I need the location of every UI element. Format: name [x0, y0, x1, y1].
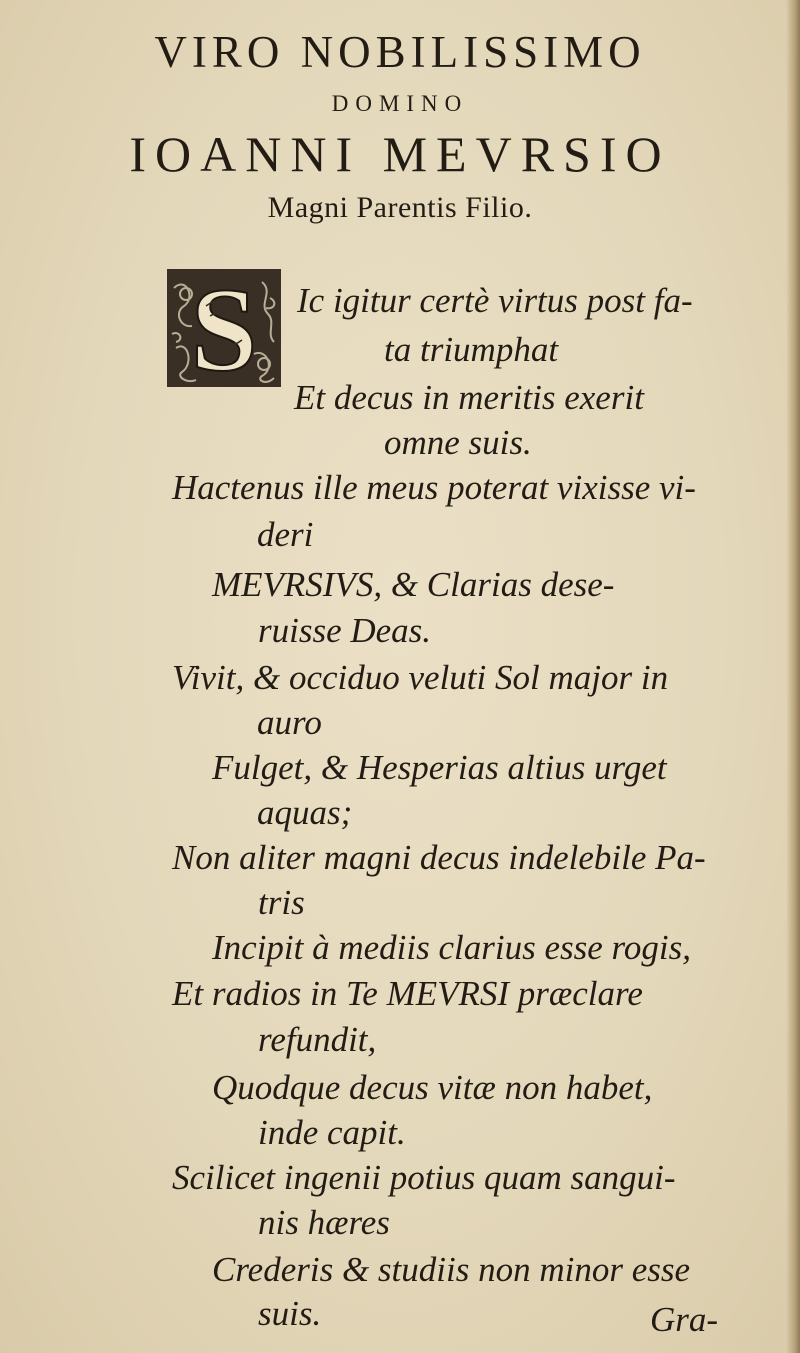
poem-line: ta triumphat — [384, 330, 559, 369]
poem-line: Scilicet ingenii potius quam sangui- — [172, 1158, 676, 1197]
poem-line: Hactenus ille meus poterat vixisse vi- — [172, 468, 696, 507]
poem-line: refundit, — [258, 1020, 377, 1059]
poem-line: auro — [257, 703, 322, 742]
svg-text:S: S — [190, 268, 258, 388]
catchword: Gra- — [650, 1300, 719, 1339]
poem-line: tris — [258, 883, 305, 922]
dedicatee-name: IOANNI MEVRSIO — [129, 126, 671, 182]
poem-line: Ic igitur certè virtus post fa- — [297, 281, 693, 320]
poem-line: Crederis & studiis non minor esse — [212, 1250, 691, 1289]
poem-line: ruisse Deas. — [258, 611, 432, 650]
poem-line: suis. — [258, 1294, 322, 1333]
dedication-domino: DOMINO — [331, 91, 469, 116]
poem-line: omne suis. — [384, 423, 532, 462]
poem-line: aquas; — [257, 793, 353, 832]
poem-line: Quodque decus vitæ non habet, — [212, 1068, 653, 1107]
poem-line: Incipit à mediis clarius esse rogis, — [212, 928, 691, 967]
poem-line: Et radios in Te MEVRSI præclare — [172, 974, 643, 1013]
poem-line: deri — [257, 515, 314, 554]
poem-line: Et decus in meritis exerit — [294, 378, 644, 417]
poem-line: Non aliter magni decus indelebile Pa- — [172, 838, 706, 877]
dedication-title: VIRO NOBILISSIMO — [154, 27, 646, 77]
poem-line: nis hæres — [258, 1203, 390, 1242]
poem-line: inde capit. — [258, 1113, 406, 1152]
poem-line: Vivit, & occiduo veluti Sol major in — [172, 658, 669, 697]
dedicatee-subtitle: Magni Parentis Filio. — [267, 191, 533, 224]
poem-line: MEVRSIVS, & Clarias dese- — [212, 565, 615, 604]
poem-line: Fulget, & Hesperias altius urget — [212, 748, 667, 787]
